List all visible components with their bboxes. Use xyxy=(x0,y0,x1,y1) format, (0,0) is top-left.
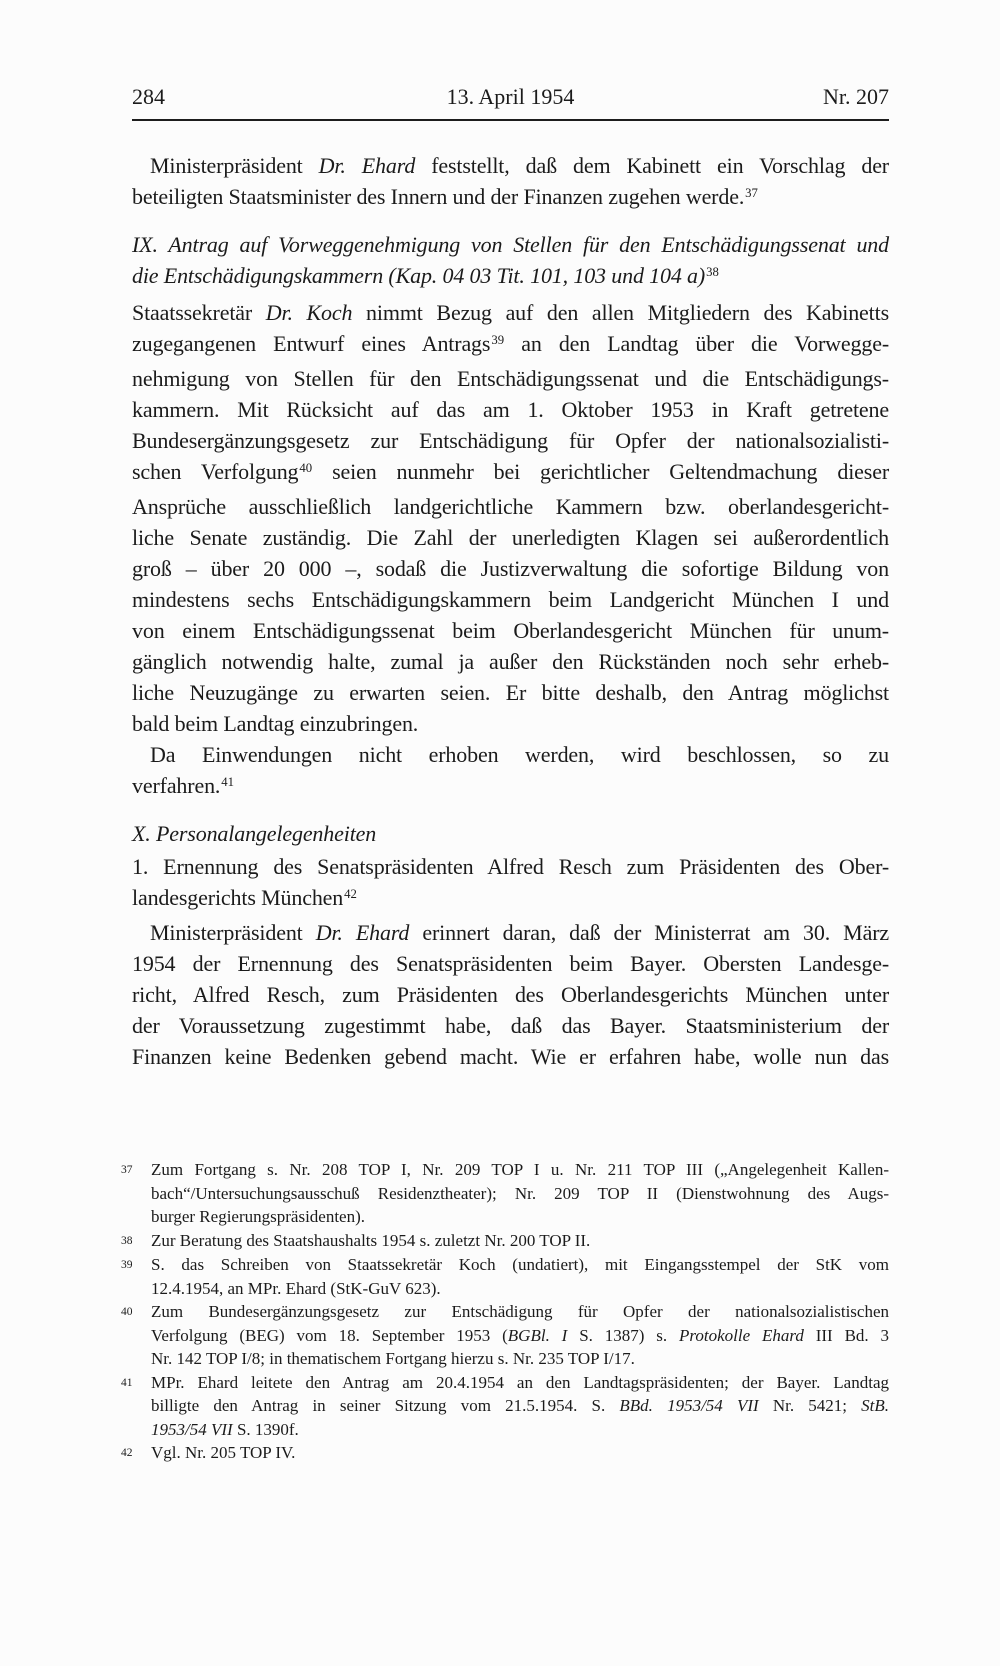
text-segment: S. 1390f. xyxy=(232,1419,299,1439)
text-line xyxy=(132,456,889,491)
text-line xyxy=(132,522,889,553)
text-segment: billigte den Antrag in seiner Sitzung vom 21.5.1954. S. xyxy=(151,1396,620,1415)
paragraph xyxy=(132,917,889,1072)
text-segment: der Voraussetzung zugestimmt habe, daß das Bayer. Staatsministerium der xyxy=(132,1013,889,1038)
text-line xyxy=(132,491,889,522)
footnote-text xyxy=(151,1229,889,1254)
footnote-marker: 41 xyxy=(121,1376,133,1389)
text-segment: feststellt, daß dem Kabinett ein Vorschlag der xyxy=(415,153,889,178)
text-line xyxy=(132,770,889,805)
header-date: 13. April 1954 xyxy=(446,84,575,109)
text-segment: Zur Beratung des Staatshaushalts 1954 s. zuletzt Nr. 200 TOP II. xyxy=(151,1230,591,1250)
text-segment: BGBl. I xyxy=(507,1325,568,1345)
footnote-reference: 41 xyxy=(221,775,235,790)
text-line xyxy=(151,1158,889,1182)
footnote-reference: 38 xyxy=(706,265,719,280)
text-line xyxy=(132,394,889,425)
text-line xyxy=(151,1347,889,1371)
text-line xyxy=(132,229,889,260)
text-segment: mindestens sechs Entschädigungskammern beim Landgericht München I und xyxy=(132,587,889,612)
footnote xyxy=(121,1441,889,1466)
footnote-marker: 38 xyxy=(121,1234,133,1247)
text-segment: 12.4.1954, an MPr. Ehard (StK-GuV 623). xyxy=(151,1278,441,1298)
text-segment: Da Einwendungen nicht erhoben werden, wird beschlossen, so zu xyxy=(150,742,889,767)
footnote xyxy=(121,1300,890,1371)
text-line xyxy=(132,363,889,394)
text-segment: MPr. Ehard leitete den Antrag am 20.4.1954 an den Landtagspräsidenten; der Bayer. Landtag xyxy=(151,1372,889,1392)
footnote xyxy=(121,1371,889,1442)
text-segment: Nr. 142 TOP I/8; in thematischem Fortgang hierzu s. Nr. 235 TOP I/17. xyxy=(151,1349,635,1368)
text-segment: bald beim Landtag einzubringen. xyxy=(132,711,419,736)
footnote-marker: 37 xyxy=(121,1164,133,1176)
text-segment: burger Regierungspräsidenten). xyxy=(151,1207,366,1226)
text-segment: III Bd. 3 xyxy=(803,1325,890,1345)
footnote-marker: 39 xyxy=(121,1259,133,1271)
text-line xyxy=(132,1041,889,1072)
text-segment: Nr. 5421; xyxy=(758,1396,862,1415)
text-segment: an den Landtag über die Vorwegge- xyxy=(504,331,889,356)
text-segment: Bundesergänzungsgesetz zur Entschädigung für Opfer der nationalsozialisti- xyxy=(132,428,889,453)
text-segment: gänglich notwendig halte, zumal ja außer den Rückständen noch sehr erheb- xyxy=(132,649,889,674)
text-line xyxy=(151,1229,889,1253)
text-segment: Verfolgung (BEG) vom 18. September 1953 ( xyxy=(151,1325,508,1345)
text-line xyxy=(132,615,889,646)
text-segment: 1. Ernennung des Senatspräsidenten Alfred Resch zum Präsidenten des Ober- xyxy=(132,854,889,879)
footnote-reference: 37 xyxy=(745,186,758,201)
text-line xyxy=(151,1394,889,1418)
text-line xyxy=(132,882,889,917)
text-segment: IX. Antrag auf Vorweggenehmigung von Stellen für den Entschädigungssenat und xyxy=(132,232,889,257)
text-line xyxy=(132,425,889,456)
text-segment: verfahren. xyxy=(132,773,221,798)
text-line xyxy=(132,818,889,849)
text-segment: Dr. Ehard xyxy=(318,153,416,178)
footnote-text xyxy=(151,1441,889,1466)
body-text xyxy=(132,150,889,1072)
footnote-reference: 42 xyxy=(344,887,357,902)
footnotes xyxy=(121,1158,890,1466)
text-segment: Ministerpräsident xyxy=(150,920,316,945)
footnote-text xyxy=(151,1371,889,1442)
text-segment: seien nunmehr bei gerichtlicher Geltendmachung dieser xyxy=(312,459,889,484)
text-segment: landesgerichts München xyxy=(132,885,344,910)
text-line xyxy=(132,150,889,181)
text-line xyxy=(132,948,889,979)
text-segment: 1953/54 VII xyxy=(151,1419,233,1439)
text-segment: Zum Bundesergänzungsgesetz zur Entschädigung für Opfer der nationalsozialistischen xyxy=(151,1302,889,1321)
text-line xyxy=(151,1182,889,1206)
text-segment: kammern. Mit Rücksicht auf das am 1. Oktober 1953 in Kraft getretene xyxy=(132,397,889,422)
text-segment: liche Neuzugänge zu erwarten seien. Er bitte deshalb, den Antrag möglichst xyxy=(132,680,889,705)
text-line xyxy=(132,1010,889,1041)
text-segment: Dr. Koch xyxy=(265,300,353,325)
header-doc-number: Nr. 207 xyxy=(823,84,889,109)
footnote xyxy=(121,1158,889,1229)
text-segment: Staatssekretär xyxy=(132,300,266,325)
text-line xyxy=(151,1300,889,1324)
footnote-reference: 39 xyxy=(491,333,505,348)
paragraph xyxy=(132,739,889,805)
text-line xyxy=(132,584,889,615)
text-line xyxy=(151,1205,889,1229)
text-line xyxy=(151,1418,889,1442)
text-line xyxy=(151,1324,889,1348)
footnote-text xyxy=(151,1158,889,1229)
text-line xyxy=(132,646,889,677)
footnote-text xyxy=(151,1300,889,1371)
paragraph xyxy=(132,150,889,216)
text-segment: bach“/Untersuchungsausschuß Residenztheater); Nr. 209 TOP II (Dienstwohnung des Augs- xyxy=(151,1183,889,1203)
text-segment: Ministerpräsident xyxy=(150,153,319,178)
footnote xyxy=(121,1253,889,1300)
text-line xyxy=(132,181,889,216)
text-segment: richt, Alfred Resch, zum Präsidenten des Oberlandesgerichts München unter xyxy=(132,982,889,1007)
text-segment: Finanzen keine Bedenken gebend macht. Wie er erfahren habe, wolle nun das xyxy=(132,1044,889,1069)
text-line xyxy=(132,297,889,328)
section-heading xyxy=(132,229,889,295)
text-segment: erinnert daran, daß der Ministerrat am 30. März xyxy=(409,920,889,945)
text-line xyxy=(132,708,889,739)
text-segment: schen Verfolgung xyxy=(132,459,299,484)
text-line xyxy=(132,979,889,1010)
text-segment: Vgl. Nr. 205 TOP IV. xyxy=(151,1443,296,1462)
section-heading xyxy=(132,818,889,849)
text-line xyxy=(151,1371,889,1395)
footnote-text xyxy=(151,1253,889,1300)
text-segment: nehmigung von Stellen für den Entschädigungssenat und die Entschädigungs- xyxy=(132,366,889,391)
footnote-marker: 42 xyxy=(121,1447,133,1459)
text-segment: liche Senate zuständig. Die Zahl der unerledigten Klagen sei außerordentlich xyxy=(132,525,889,550)
text-segment: groß – über 20 000 –, sodaß die Justizverwaltung die sofortige Bildung von xyxy=(132,556,889,581)
text-segment: beteiligten Staatsminister des Innern und der Finanzen zugehen werde. xyxy=(132,184,745,209)
text-segment: S. 1387) s. xyxy=(567,1325,680,1345)
text-segment: StB. xyxy=(861,1396,889,1415)
text-segment: von einem Entschädigungssenat beim Oberlandesgericht München für unum- xyxy=(132,618,889,643)
text-line xyxy=(132,739,889,770)
text-line xyxy=(151,1253,889,1277)
text-line xyxy=(132,677,889,708)
paragraph xyxy=(132,851,889,917)
text-segment: S. das Schreiben von Staatssekretär Koch (undatiert), mit Eingangsstempel der StK vom xyxy=(151,1255,889,1274)
text-segment: Protokolle Ehard xyxy=(679,1325,804,1345)
text-segment: zugegangenen Entwurf eines Antrags xyxy=(132,331,491,356)
text-segment: Ansprüche ausschließlich landgerichtliche Kammern bzw. oberlandesgericht- xyxy=(132,494,889,519)
text-segment: X. Personalangelegenheiten xyxy=(132,821,377,846)
footnote-marker: 40 xyxy=(121,1306,133,1318)
text-line xyxy=(132,260,889,295)
text-segment: die Entschädigungskammern (Kap. 04 03 Tit. 101, 103 und 104 a) xyxy=(132,263,706,288)
text-segment: nimmt Bezug auf den allen Mitgliedern des Kabinetts xyxy=(352,300,890,325)
text-line xyxy=(151,1277,889,1301)
page-number: 284 xyxy=(132,84,165,109)
text-line xyxy=(132,917,889,948)
text-segment: 1954 der Ernennung des Senatspräsidenten beim Bayer. Obersten Landesge- xyxy=(132,951,889,976)
text-line xyxy=(151,1441,889,1465)
paragraph xyxy=(132,297,889,739)
text-line xyxy=(132,851,889,882)
footnote-reference: 40 xyxy=(299,461,313,476)
text-segment: Dr. Ehard xyxy=(315,920,410,945)
text-segment: BBd. 1953/54 VII xyxy=(619,1396,759,1415)
running-head xyxy=(132,0,889,121)
text-line xyxy=(132,553,889,584)
footnote xyxy=(121,1229,889,1254)
text-segment: Zum Fortgang s. Nr. 208 TOP I, Nr. 209 TOP I u. Nr. 211 TOP III („Angelegenheit Kallen- xyxy=(151,1160,889,1179)
text-line xyxy=(132,328,889,363)
